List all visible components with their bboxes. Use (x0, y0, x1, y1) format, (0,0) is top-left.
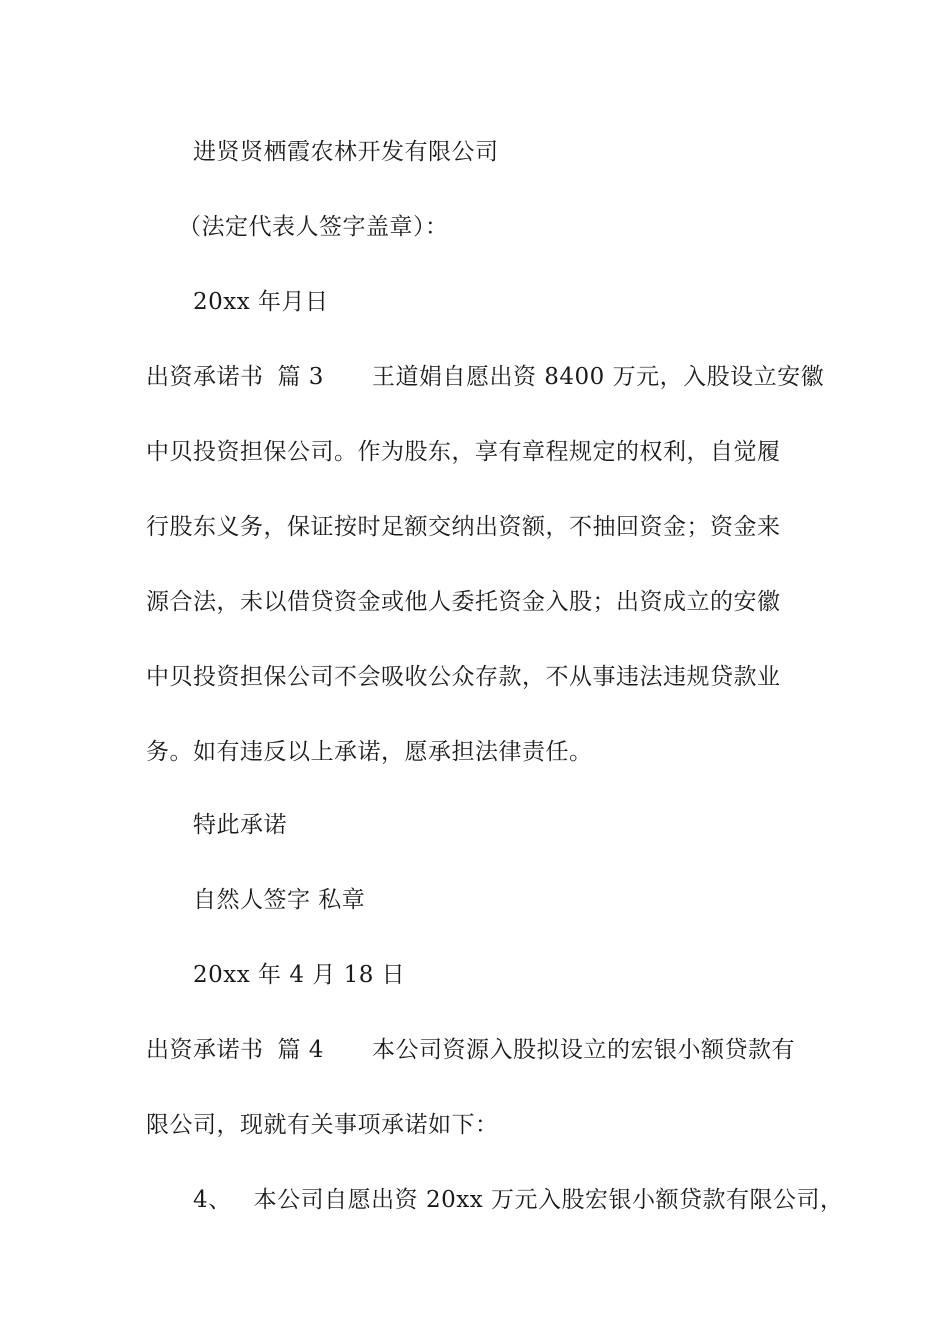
section3-text-line: 中贝投资担保公司。作为股东，享有章程规定的权利，自觉履 (146, 439, 781, 465)
section4-item (193, 1185, 843, 1215)
section3-date: 20xx 年 4 月 18 日 (193, 962, 406, 988)
company-name: 进贤贤栖霞农林开发有限公司 (193, 139, 499, 165)
section4-text-line: 本公司资源入股拟设立的宏银小额贷款有 (371, 1037, 795, 1063)
date-line: 20xx 年月日 (193, 289, 329, 315)
legal-rep-signature-label: （法定代表人签字盖章）： (178, 214, 449, 240)
section3-text-line: 行股东义务，保证按时足额交纳出资额，不抽回资金；资金来 (146, 514, 781, 540)
section3-text-line: 源合法，未以借贷资金或他人委托资金入股；出资成立的安徽 (146, 589, 781, 615)
section3-closing: 特此承诺 (193, 812, 287, 838)
section3-text-line: 中贝投资担保公司不会吸收公众存款，不从事违法违规贷款业 (146, 664, 781, 690)
section4-part: 篇 4 (277, 1037, 324, 1063)
section3-text-line: 务。如有违反以上承诺，愿承担法律责任。 (146, 739, 593, 765)
section4-item-number: 4、 (193, 1187, 232, 1213)
section3-heading: 出资承诺书 (146, 364, 264, 390)
section4-heading: 出资承诺书 (146, 1037, 264, 1063)
section4-first-line (146, 1035, 795, 1065)
section3-part: 篇 3 (277, 364, 324, 390)
section4-text-line: 限公司，现就有关事项承诺如下： (146, 1112, 499, 1138)
section3-first-line (146, 362, 824, 392)
section4-item-text: 本公司自愿出资 20xx 万元入股宏银小额贷款有限公司， (253, 1187, 844, 1213)
section3-text-line: 王道娟自愿出资 8400 万元，入股设立安徽 (371, 364, 825, 390)
section3-signature: 自然人签字 私章 (193, 887, 366, 913)
